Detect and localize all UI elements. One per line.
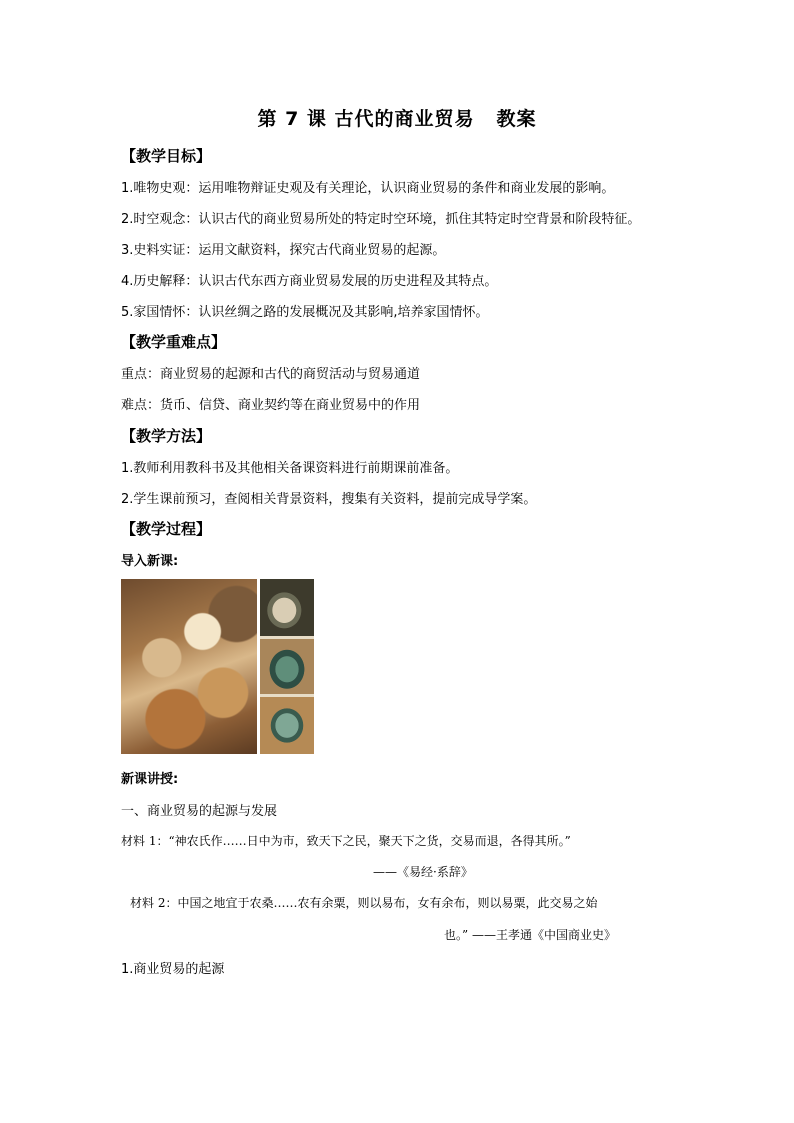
title-suffix: 教案 [496, 108, 537, 130]
heading-process: 【教学过程】 [121, 520, 212, 538]
method-item-2: 2.学生课前预习，查阅相关背景资料，搜集有关资料，提前完成导学案。 [121, 492, 537, 507]
material-1-source: ——《易经·系辞》 [373, 865, 473, 879]
artifact-image-2 [260, 639, 314, 694]
market-painting-image [121, 579, 257, 754]
goal-item-3: 3.史料实证：运用文献资料，探究古代商业贸易的起源。 [121, 243, 446, 258]
method-item-1: 1.教师利用教科书及其他相关备课资料进行前期课前准备。 [121, 461, 459, 476]
artifact-image-3 [260, 697, 314, 754]
point1-heading: 1.商业贸易的起源 [121, 962, 225, 977]
intro-label: 导入新课: [121, 554, 179, 569]
material-1: 材料 1：“神农氏作……日中为市，致天下之民，聚天下之货，交易而退，各得其所。” [121, 834, 571, 848]
heading-methods: 【教学方法】 [121, 427, 212, 445]
material-2: 材料 2：中国之地宜于农桑……农有余粟，则以易布，女有余布，则以易粟，此交易之始 [130, 896, 598, 910]
part1-heading: 一、商业贸易的起源与发展 [121, 804, 278, 819]
material-2-source: 也。” ——王孝通《中国商业史》 [444, 928, 616, 942]
keypoint-item-2: 难点：货币、信贷、商业契约等在商业贸易中的作用 [121, 398, 421, 413]
heading-goals: 【教学目标】 [121, 147, 212, 165]
lecture-label: 新课讲授: [121, 772, 179, 787]
goal-item-5: 5.家国情怀：认识丝绸之路的发展概况及其影响,培养家国情怀。 [121, 305, 489, 320]
goal-item-2: 2.时空观念：认识古代的商业贸易所处的特定时空环境，抓住其特定时空背景和阶段特征。 [121, 212, 641, 227]
artifact-image-1 [260, 579, 314, 636]
heading-keypoints: 【教学重难点】 [121, 333, 227, 351]
keypoint-item-1: 重点：商业贸易的起源和古代的商贸活动与贸易通道 [121, 367, 421, 382]
title-main: 第 7 课 古代的商业贸易 [257, 108, 475, 130]
goal-item-4: 4.历史解释：认识古代东西方商业贸易发展的历史进程及其特点。 [121, 274, 498, 289]
goal-item-1: 1.唯物史观：运用唯物辩证史观及有关理论，认识商业贸易的条件和商业发展的影响。 [121, 181, 615, 196]
page-title [0, 104, 794, 131]
intro-image [121, 579, 314, 754]
